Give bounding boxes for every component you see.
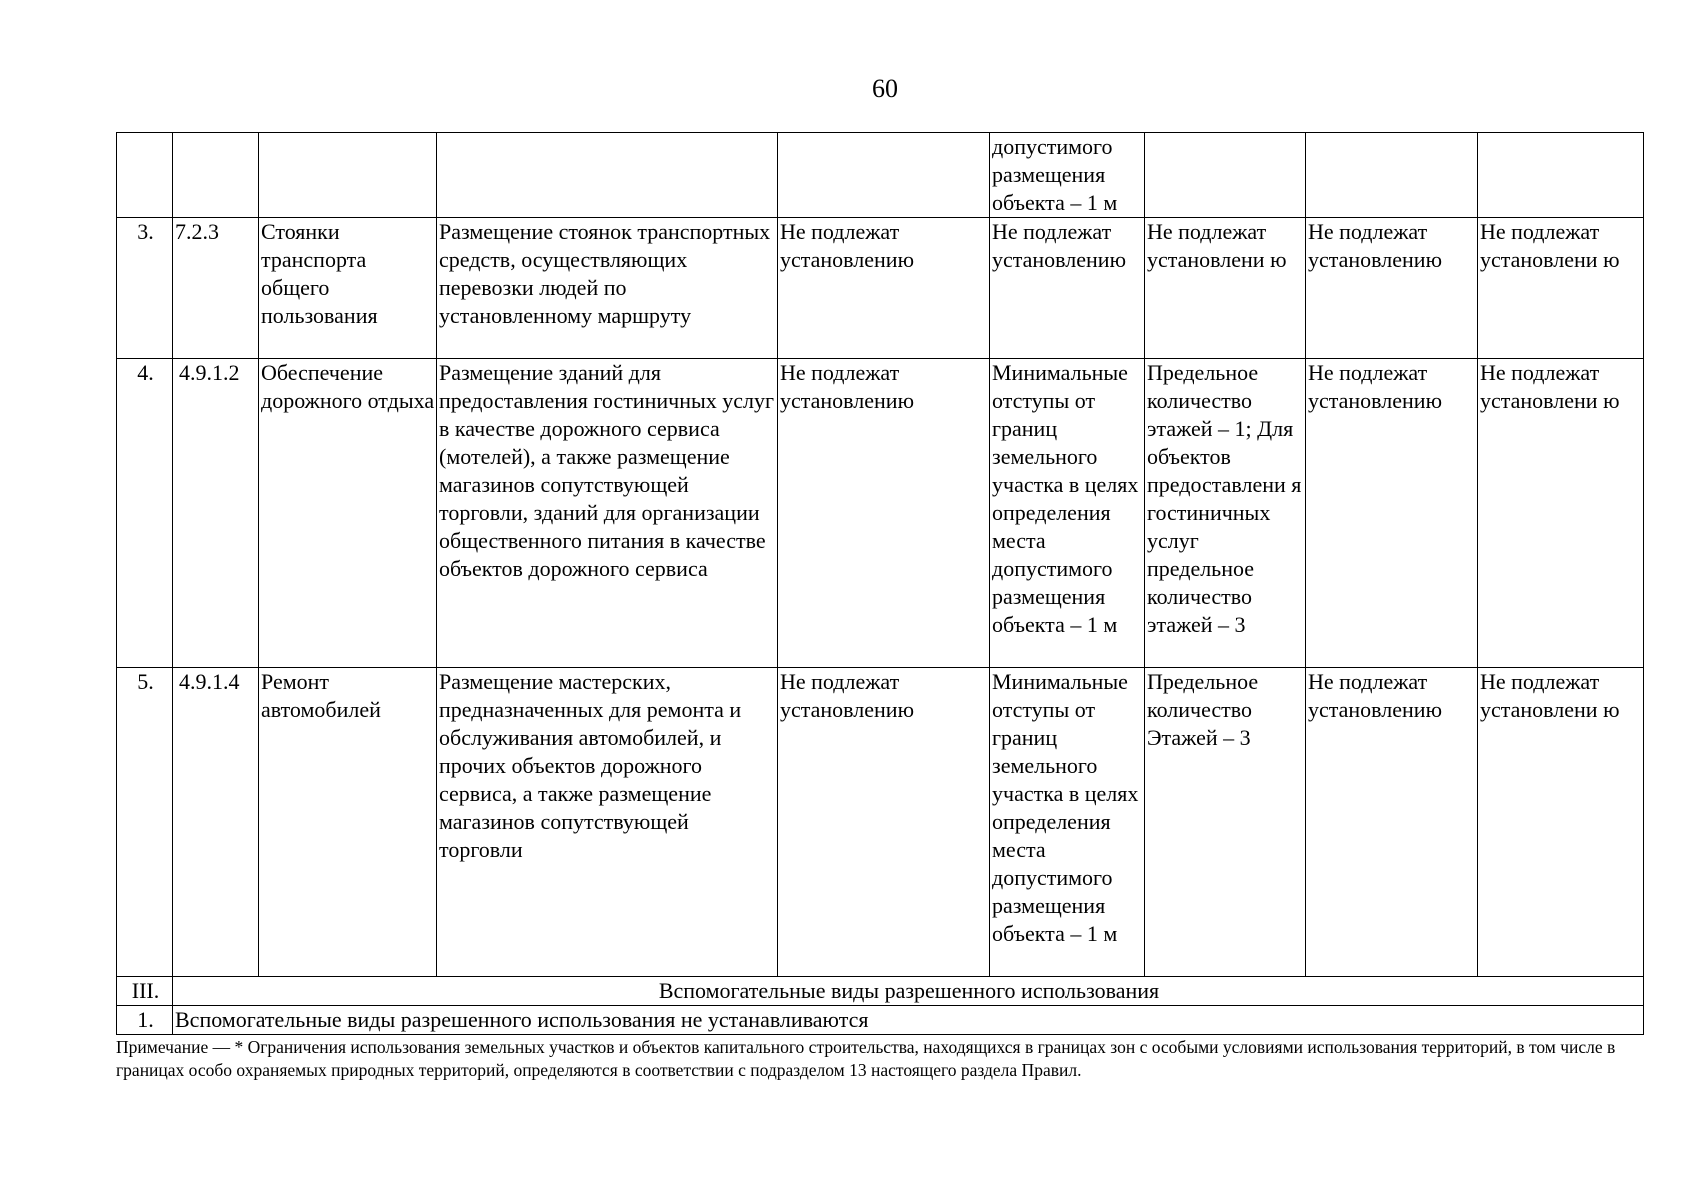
cell [437, 133, 778, 218]
use-description: Размещение стоянок транспортных средств, осуществляющих перевозки людей по установленному маршруту [437, 218, 778, 359]
use-name: Обеспечение дорожного отдыха [259, 359, 437, 668]
row-number: 4. [117, 359, 173, 668]
footnote: Примечание — * Ограничения использования земельных участков и объектов капитального строительства, находящихся в границах зон с особыми условиями использования территорий, в том числе в границах особо охраняемых природных территорий, определяются в соответствии с подразделом 13 настоящего раздела Правил. [116, 1037, 1616, 1080]
cell [1145, 133, 1306, 218]
cell [1478, 133, 1644, 218]
cell [778, 133, 990, 218]
setback-cell: Минимальные отступы от границ земельного участка в целях определения места допустимого размещения объекта – 1 м [990, 668, 1145, 977]
use-code: 4.9.1.4 [173, 668, 259, 977]
row-number: 1. [117, 1006, 173, 1035]
page-number: 60 [872, 74, 898, 103]
other-params-cell: Не подлежат установлени ю [1478, 359, 1644, 668]
table-row [117, 1006, 1644, 1035]
plot-size-cell: Не подлежат установлению [778, 359, 990, 668]
section-header-row [117, 977, 1644, 1006]
row-number: 5. [117, 668, 173, 977]
section-title: Вспомогательные виды разрешенного использования [173, 977, 1644, 1006]
aux-uses-text: Вспомогательные виды разрешенного использования не устанавливаются [173, 1006, 1644, 1035]
regulations-table [116, 132, 1644, 1035]
use-description: Размещение мастерских, предназначенных для ремонта и обслуживания автомобилей, и прочих объектов дорожного сервиса, а также размещение магазинов сопутствующей торговли [437, 668, 778, 977]
coverage-cell: Не подлежат установлению [1306, 359, 1478, 668]
use-description: Размещение зданий для предоставления гостиничных услуг в качестве дорожного сервиса (мотелей), а также размещение магазинов сопутствующей торговли, зданий для организации общественного питания в качестве объектов дорожного сервиса [437, 359, 778, 668]
floors-cell: Предельное количество этажей – 1; Для объектов предоставлени я гостиничных услуг предельное количество этажей – 3 [1145, 359, 1306, 668]
row-number: 3. [117, 218, 173, 359]
cell [117, 133, 173, 218]
continuation-row [117, 133, 1644, 218]
section-number: III. [117, 977, 173, 1006]
floors-cell: Предельное количество Этажей – 3 [1145, 668, 1306, 977]
plot-size-cell: Не подлежат установлению [778, 668, 990, 977]
plot-size-cell: Не подлежат установлению [778, 218, 990, 359]
setback-cell: Не подлежат установлению [990, 218, 1145, 359]
cell [1306, 133, 1478, 218]
coverage-cell: Не подлежат установлению [1306, 218, 1478, 359]
use-code: 4.9.1.2 [173, 359, 259, 668]
coverage-cell: Не подлежат установлению [1306, 668, 1478, 977]
floors-cell: Не подлежат установлени ю [1145, 218, 1306, 359]
table-row [117, 218, 1644, 359]
use-code: 7.2.3 [173, 218, 259, 359]
cell [173, 133, 259, 218]
other-params-cell: Не подлежат установлени ю [1478, 218, 1644, 359]
use-name: Стоянки транспорта общего пользования [259, 218, 437, 359]
other-params-cell: Не подлежат установлени ю [1478, 668, 1644, 977]
table-row [117, 359, 1644, 668]
setback-cell: Минимальные отступы от границ земельного участка в целях определения места допустимого размещения объекта – 1 м [990, 359, 1145, 668]
use-name: Ремонт автомобилей [259, 668, 437, 977]
cell [259, 133, 437, 218]
table-row [117, 668, 1644, 977]
setback-cell: допустимого размещения объекта – 1 м [990, 133, 1145, 218]
